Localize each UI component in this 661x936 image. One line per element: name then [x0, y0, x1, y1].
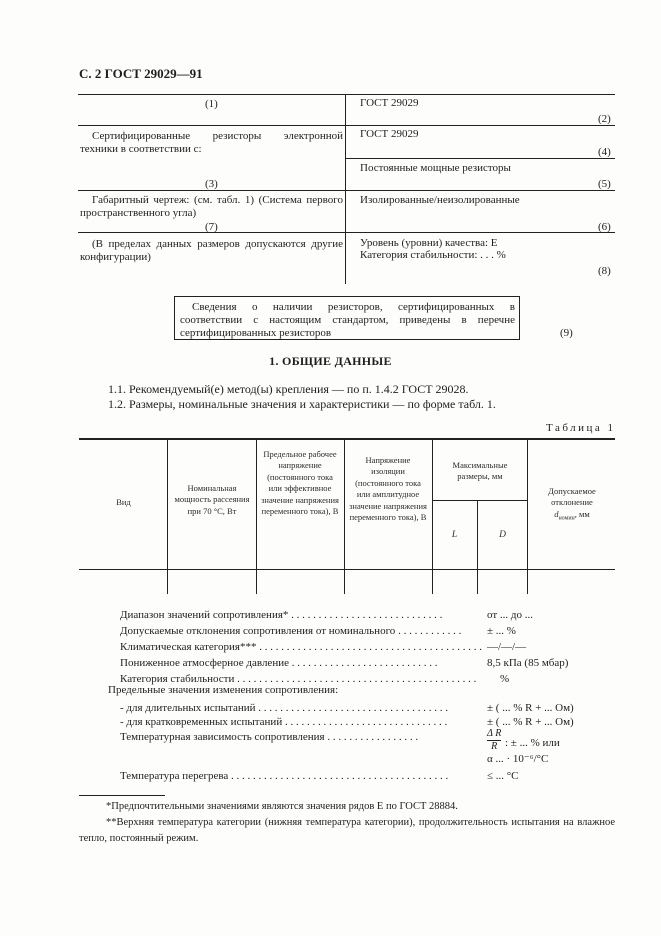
table-dim-rule — [432, 500, 528, 501]
form-rule-right-4 — [345, 232, 615, 233]
form-code-8: (8) — [598, 265, 611, 277]
table-header-tolerance-symbol: d — [554, 508, 559, 519]
form-code-5: (5) — [598, 178, 611, 190]
spec-tcr-fraction-denominator: R — [487, 740, 501, 753]
spec-long-term-label: - для длительных испытаний — [120, 702, 256, 714]
spec-short-term-value: ± ( ... % R + ... Ом) — [487, 716, 574, 728]
spec-tolerance-value: ± ... % — [487, 625, 516, 637]
table-header-power: Номинальная мощность рассеяния при 70 °С, Вт — [174, 483, 250, 516]
spec-climate: Климатическая категория*** . . . . . . . . . . . . . . . . . . . . . . . . . . . . . . . . . . . . . . . . . — [120, 641, 482, 653]
form-stability-category: Категория стабильности: . . . % — [360, 249, 506, 261]
form-rule-right-2 — [345, 158, 615, 159]
spec-pressure: Пониженное атмосферное давление . . . . . . . . . . . . . . . . . . . . . . . . . . . — [120, 657, 438, 669]
spec-climate-label: Климатическая категория*** — [120, 641, 257, 653]
spec-long-term: - для длительных испытаний . . . . . . . . . . . . . . . . . . . . . . . . . . . . . . . . . . . — [120, 702, 449, 714]
spec-tcr-value-1: : ± ... % или — [505, 737, 560, 749]
table-divider-2 — [256, 439, 257, 594]
spec-tcr-fraction-numerator: Δ R — [487, 728, 502, 739]
spec-short-term-label: - для кратковременных испытаний — [120, 716, 283, 728]
spec-resistance-range-value: от ... до ... — [487, 609, 534, 621]
form-rule-left-1 — [78, 125, 346, 126]
form-quality-level: Уровень (уровни) качества: Е — [360, 237, 498, 249]
table-header-L: L — [451, 530, 458, 540]
spec-stability: Категория стабильности . . . . . . . . . . . . . . . . . . . . . . . . . . . . . . . . . . . . . . . . . . . . — [120, 673, 477, 685]
spec-resistance-range: Диапазон значений сопротивления* . . . . . . . . . . . . . . . . . . . . . . . . . . . . — [120, 609, 443, 621]
form-config-text: (В пределах данных размеров допускаются другие конфигурации) — [80, 238, 343, 263]
spec-short-term: - для кратковременных испытаний . . . . . . . . . . . . . . . . . . . . . . . . . . . . . . — [120, 716, 448, 728]
table-header-tolerance-label: Допускаемое отклонение — [548, 486, 596, 508]
spec-tcr: Температурная зависимость сопротивления . . . . . . . . . . . . . . . . . — [120, 731, 419, 743]
spec-overheat-value: ≤ ... °С — [487, 770, 519, 782]
form-code-6: (6) — [598, 221, 611, 233]
spec-stability-value: % — [500, 673, 510, 685]
form-rule-right-3 — [345, 190, 615, 191]
spec-limits-heading: Предельные значения изменения сопротивления: — [108, 684, 339, 696]
table-header-dimensions: Максимальные размеры, мм — [452, 460, 508, 482]
table-header-tolerance-unit: , мм — [574, 508, 590, 519]
spec-tcr-label: Температурная зависимость сопротивления — [120, 731, 325, 743]
table-header-tolerance — [530, 486, 614, 525]
form-top-rule — [78, 94, 615, 95]
paragraph-1-1: 1.1. Рекомендуемый(е) метод(ы) крепления — по п. 1.4.2 ГОСТ 29028. — [108, 382, 469, 396]
table-caption: Таблица 1 — [546, 422, 616, 434]
form-insulation-type: Изолированные/неизолированные — [360, 194, 520, 206]
form-gost-ref-1: ГОСТ 29029 — [360, 97, 419, 109]
spec-pressure-label: Пониженное атмосферное давление — [120, 657, 289, 669]
form-drawing-text: Габаритный чертеж: (см. табл. 1) (Система первого пространственного угла) — [80, 194, 343, 219]
page-header: С. 2 ГОСТ 29029—91 — [79, 66, 203, 81]
table-header-insulation: Напряжение изоляции (постоянного тока или амплитудное значение напряжения переменного тока), В — [349, 455, 427, 523]
form-code-4: (4) — [598, 146, 611, 158]
form-resistor-type: Постоянные мощные резисторы — [360, 162, 511, 174]
table-header-tolerance-subscript: номин — [558, 515, 575, 522]
form-code-2: (2) — [598, 113, 611, 125]
spec-long-term-value: ± ( ... % R + ... Ом) — [487, 702, 574, 714]
table-divider-5 — [527, 439, 528, 594]
section-title: 1. ОБЩИЕ ДАННЫЕ — [269, 354, 392, 368]
spec-climate-value: —/—/— — [487, 641, 527, 653]
spec-tcr-value-2: α ... · 10⁻⁶/°С — [487, 753, 549, 765]
spec-stability-label: Категория стабильности — [120, 673, 235, 685]
table-header-D: D — [499, 530, 506, 540]
spec-overheat: Температура перегрева . . . . . . . . . . . . . . . . . . . . . . . . . . . . . . . . . . . . . . . . — [120, 770, 449, 782]
table-top-rule — [79, 438, 615, 440]
spec-tolerance-label: Допускаемые отклонения сопротивления от номинального — [120, 625, 396, 637]
paragraph-1-2: 1.2. Размеры, номинальные значения и характеристики — по форме табл. 1. — [108, 397, 496, 411]
spec-resistance-range-label: Диапазон значений сопротивления* — [120, 609, 289, 621]
footnote-2: **Верхняя температура категории (нижняя температура категории), продолжительность испытания на влажное тепло, постоянный режим. — [79, 817, 615, 844]
table-divider-1 — [167, 439, 168, 594]
spec-tcr-fraction — [487, 728, 501, 753]
form-code-1: (1) — [205, 98, 218, 110]
table-divider-LD — [477, 500, 478, 594]
spec-overheat-label: Температура перегрева — [120, 770, 229, 782]
table-divider-4 — [432, 439, 433, 594]
table-header-voltage: Предельное рабочее напряжение (постоянного тока или эффективное значение напряжения переменного тока), В — [261, 449, 339, 517]
form-code-9: (9) — [560, 327, 573, 339]
form-code-3: (3) — [205, 178, 218, 190]
footnote-1: *Предпочтительными значениями являются значения рядов Е по ГОСТ 28884. — [106, 801, 458, 812]
form-rule-right-1 — [345, 125, 615, 126]
certified-resistors-text: Сведения о наличии резисторов, сертифицированных в соответствии с настоящим стандартом, приведены в перечне сертифицированных резисторов — [180, 301, 515, 339]
spec-tolerance: Допускаемые отклонения сопротивления от номинального . . . . . . . . . . . . — [120, 625, 462, 637]
footnote-separator — [79, 795, 165, 796]
form-cert-text: Сертифицированные резисторы электронной техники в соответствии с: — [80, 130, 343, 155]
spec-pressure-value: 8,5 кПа (85 мбар) — [487, 657, 569, 669]
table-divider-3 — [344, 439, 345, 594]
form-center-divider — [345, 94, 346, 284]
form-code-7: (7) — [205, 221, 218, 233]
table-header-rule — [79, 569, 615, 570]
certified-resistors-box — [174, 296, 520, 340]
form-gost-ref-2: ГОСТ 29029 — [360, 128, 419, 140]
form-rule-left-2 — [78, 190, 346, 191]
table-header-type: Вид — [116, 497, 131, 507]
